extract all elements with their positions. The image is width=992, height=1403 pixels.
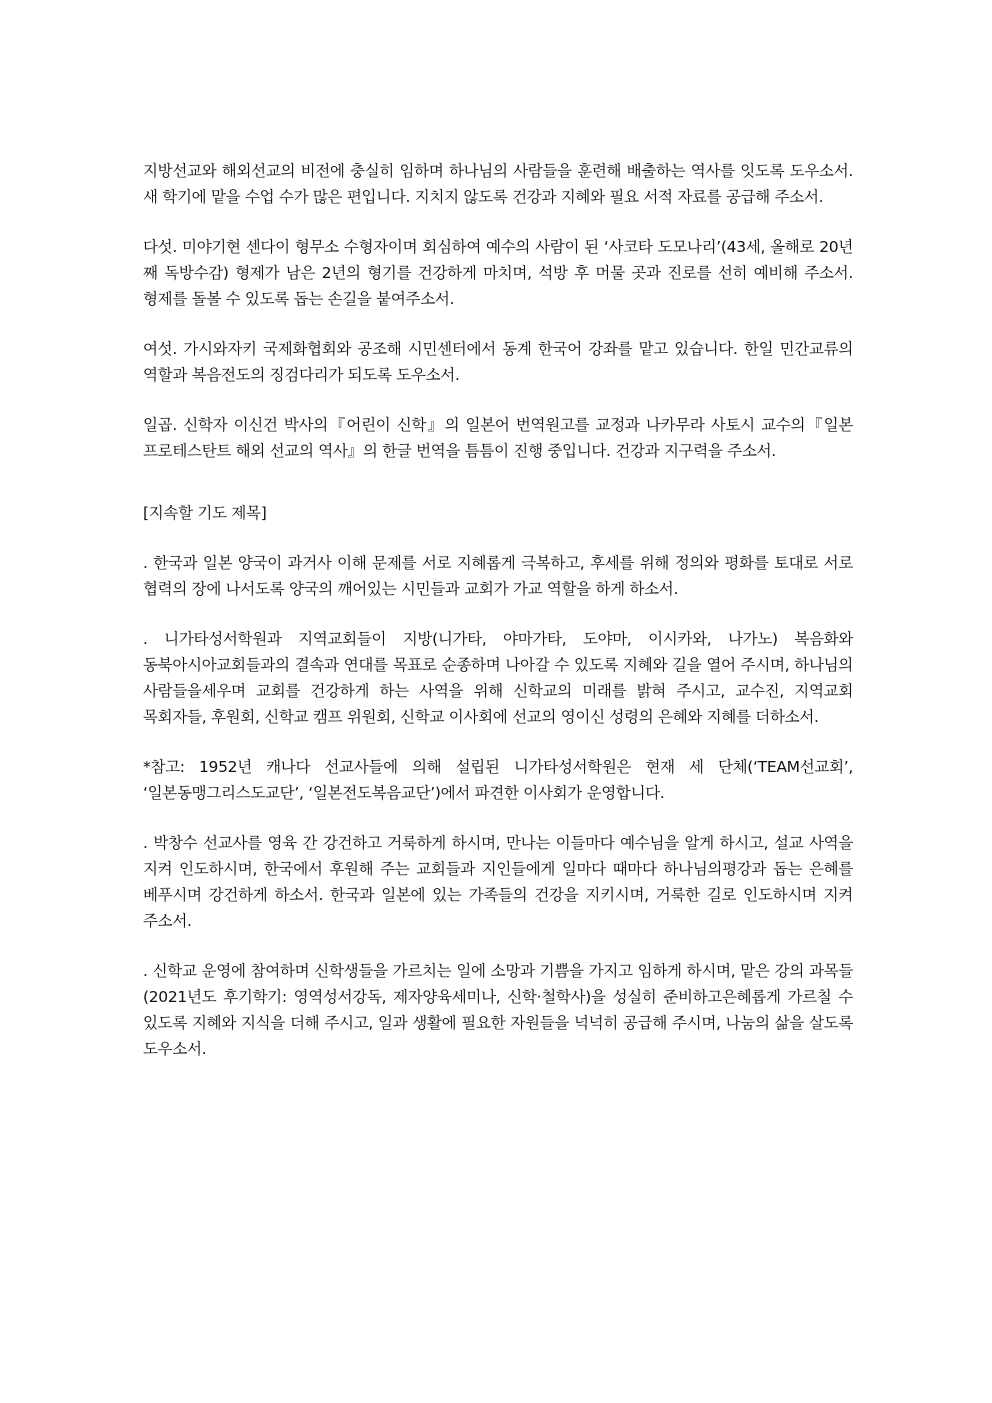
reference-note: *참고: 1952년 캐나다 선교사들에 의해 설립된 니가타성서학원은 현재 세 단체(‘TEAM선교회’, ‘일본동맹그리스도교단’, ‘일본전도복음교단’)에서 파견한 이사회가 운영합니다. [143, 758, 853, 802]
prayer-item-teaching: . 신학교 운영에 참여하며 신학생들을 가르치는 일에 소망과 기쁨을 가지고 임하게 하시며, 맡은 강의 과목들(2021년도 후기학기: 영역성서강독, 제자양육세미나, 신학·철학사)을 성실히 준비하고은혜롭게 가르칠 수 있도록 지혜와 지식을 더해 주시고, 일과 생활에 필요한 자원들을 넉넉히 공급해 주시며, 나눔의 삶을 살도록 도우소서. [143, 962, 853, 1058]
paragraph-item-six: 여섯. 가시와자키 국제화협회와 공조해 시민센터에서 동계 한국어 강좌를 맡고 있습니다. 한일 민간교류의 역할과 복음전도의 징검다리가 되도록 도우소서. [143, 340, 853, 384]
prayer-item-korea-japan: . 한국과 일본 양국이 과거사 이해 문제를 서로 지혜롭게 극복하고, 후세를 위해 정의와 평화를 토대로 서로 협력의 장에 나서도록 양국의 깨어있는 시민들과 교회가 가교 역할을 하게 하소서. [143, 554, 853, 598]
section-title: [지속할 기도 제목] [143, 504, 267, 522]
paragraph-ministry-vision: 지방선교와 해외선교의 비전에 충실히 임하며 하나님의 사람들을 훈련해 배출하는 역사를 잇도록 도우소서. 새 학기에 맡을 수업 수가 많은 편입니다. 지치지 않도록 건강과 지혜와 필요 서적 자료를 공급해 주소서. [143, 162, 853, 206]
document-page [143, 158, 853, 1086]
paragraph-item-seven: 일곱. 신학자 이신건 박사의『어린이 신학』의 일본어 번역원고를 교정과 나카무라 사토시 교수의『일본 프로테스탄트 해외 선교의 역사』의 한글 번역을 틈틈이 진행 중입니다. 건강과 지구력을 주소서. [143, 416, 853, 460]
prayer-item-missionary: . 박창수 선교사를 영육 간 강건하고 거룩하게 하시며, 만나는 이들마다 예수님을 알게 하시고, 설교 사역을 지켜 인도하시며, 한국에서 후원해 주는 교회들과 지인들에게 일마다 때마다 하나님의평강과 돕는 은혜를 베푸시며 강건하게 하소서. 한국과 일본에 있는 가족들의 건강을 지키시며, 거룩한 길로 인도하시며 지켜 주소서. [143, 834, 853, 930]
paragraph-item-five: 다섯. 미야기현 센다이 형무소 수형자이며 회심하여 예수의 사람이 된 ‘사코타 도모나리’(43세, 올해로 20년 째 독방수감) 형제가 남은 2년의 형기를 건강하게 마치며, 석방 후 머물 곳과 진로를 선히 예비해 주소서. 형제를 돌볼 수 있도록 돕는 손길을 붙여주소서. [143, 238, 853, 308]
prayer-item-seminary: . 니가타성서학원과 지역교회들이 지방(니가타, 야마가타, 도야마, 이시카와, 나가노) 복음화와 동북아시아교회들과의 결속과 연대를 목표로 순종하며 나아갈 수 있도록 지혜와 길을 열어 주시며, 하나님의 사람들을세우며 교회를 건강하게 하는 사역을 위해 신학교의 미래를 밝혀 주시고, 교수진, 지역교회 목회자들, 후원회, 신학교 캠프 위원회, 신학교 이사회에 선교의 영이신 성령의 은혜와 지혜를 더하소서. [143, 630, 853, 726]
